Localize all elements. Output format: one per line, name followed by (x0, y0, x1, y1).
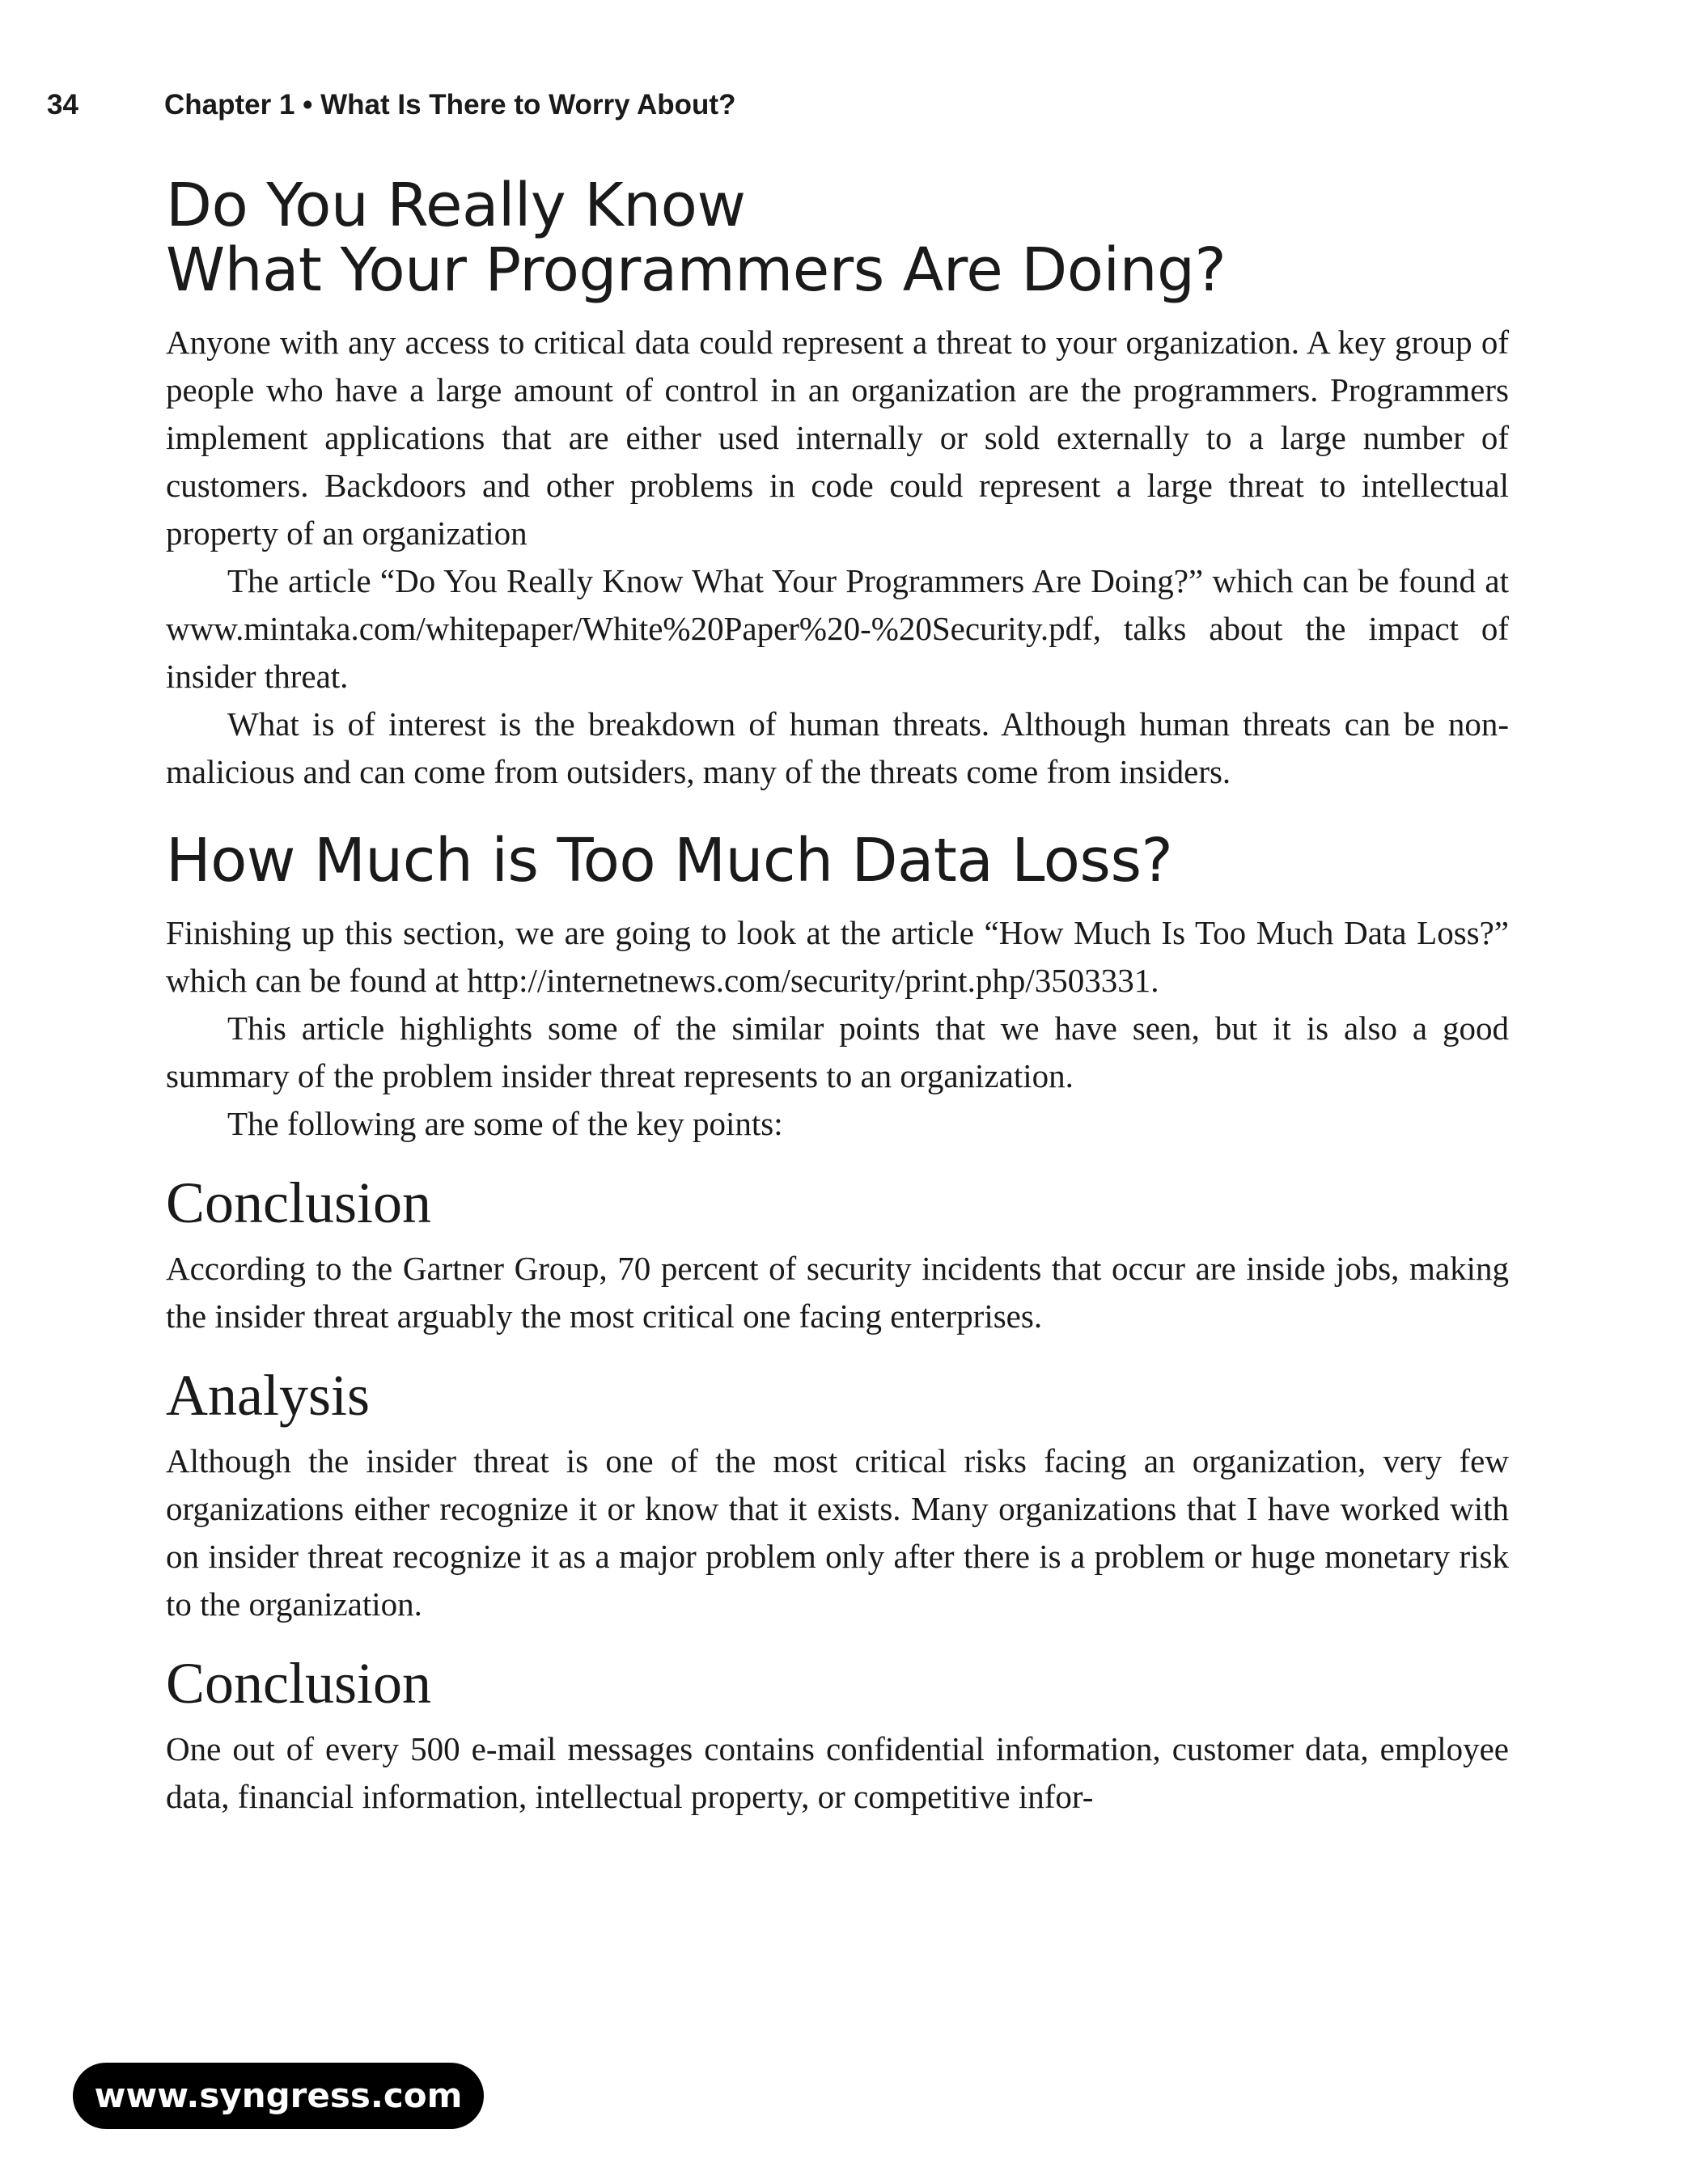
subheading-conclusion: Conclusion (166, 1651, 432, 1716)
footer-website-link[interactable]: www.syngress.com (73, 2063, 484, 2129)
section-heading-line2: What Your Programmers Are Doing? (166, 235, 1227, 305)
paragraph: According to the Gartner Group, 70 percent of security incidents that occur are inside jobs, making the insider threat arguably the most critical one facing enterprises. (166, 1250, 1509, 1335)
page-content (166, 162, 1509, 1821)
paragraph: One out of every 500 e-mail messages contains confidential information, customer data, employee data, financial information, intellectual property, or competitive infor- (166, 1730, 1509, 1815)
paragraph: This article highlights some of the similar points that we have seen, but it is also a good summary of the problem insider threat represents to an organization. (166, 1009, 1509, 1094)
paragraph: The article “Do You Really Know What Your Programmers Are Doing?” which can be found at www.mintaka.com/whitepaper/White%20Paper%20-%20Security.pdf, talks about the impact of insider threat. (166, 562, 1509, 695)
chapter-title: Chapter 1 • What Is There to Worry About? (164, 89, 736, 121)
running-head (47, 89, 735, 121)
section-heading-programmers (166, 173, 1509, 303)
subheading-analysis: Analysis (166, 1363, 370, 1428)
paragraph: Although the insider threat is one of the most critical risks facing an organization, very few organizations either recognize it or know that it exists. Many organizations that I have worked with on insider threat recognize it as a major problem only after there is a problem or huge monetary risk to the organization. (166, 1442, 1509, 1623)
paragraph: The following are some of the key points: (227, 1105, 783, 1142)
paragraph: What is of interest is the breakdown of human threats. Although human threats can be non-malicious and can come from outsiders, many of the threats come from insiders. (166, 705, 1509, 790)
subheading-conclusion: Conclusion (166, 1170, 432, 1235)
section-heading-data-loss: How Much is Too Much Data Loss? (166, 826, 1173, 895)
paragraph: Finishing up this section, we are going to look at the article “How Much Is Too Much Data Loss?” which can be found at http://internetnews.com/security/print.php/3503331. (166, 914, 1509, 999)
paragraph: Anyone with any access to critical data could represent a threat to your organization. A key group of people who have a large amount of control in an organization are the programmers. Programmers implement applications that are either used internally or sold externally to a large number of customers. Backdoors and other problems in code could represent a large threat to intellectual property of an organization (166, 324, 1509, 552)
page-number: 34 (47, 89, 78, 121)
section-heading-line1: Do You Really Know (166, 171, 746, 240)
